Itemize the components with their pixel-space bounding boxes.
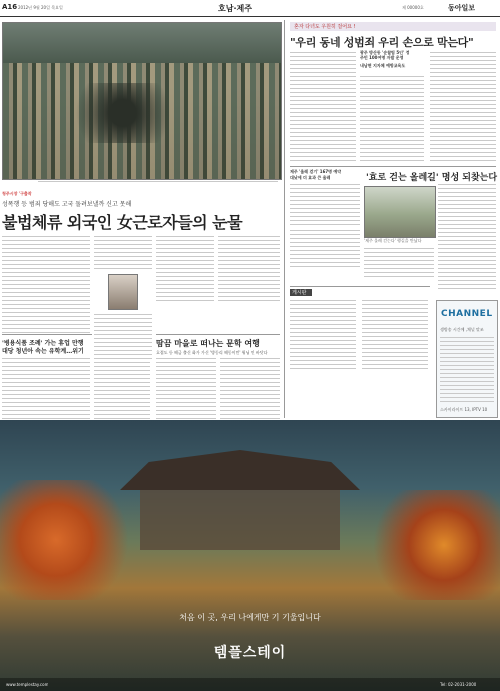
notice-board-col-1 <box>290 300 356 372</box>
channel-box <box>436 300 498 418</box>
section-tag <box>290 22 496 31</box>
mid-right-subhead: 호접도 등 해금 출신 화가 가신 '방동리 해동이민' 워닝 인 바닷다 <box>156 350 268 355</box>
jeju-col-1 <box>290 184 360 228</box>
notice-board-label <box>290 289 312 296</box>
mid-right-headline: 땀끔 마을로 떠나는 문학 여행 <box>156 339 260 348</box>
jeju-tag: 제주 '올레 걷기' 167명 예약 <box>290 169 342 174</box>
jeju-col-3 <box>438 184 496 292</box>
temple-roof <box>120 450 360 490</box>
templestay-ad <box>0 420 500 691</box>
right-subhead-1: 광주 방산동 '순찰팀 5인' 정 <box>360 50 410 55</box>
headline-small: 성폭행 등 범죄 당해도 고국 돌려보낼까 신고 못해 <box>2 201 132 208</box>
issue-number: 제 00000호 <box>402 5 424 10</box>
main-story-col-3 <box>156 236 214 304</box>
right-headline: "우리 동네 성범죄 우리 손으로 막는다" <box>290 36 474 49</box>
main-story-col-1 <box>2 236 90 336</box>
right-subhead-2: 주민 100여명 자발 운영 <box>360 55 404 60</box>
ad-tagline: 처음 이 곳, 우리 나에게만 기 기울입니다 <box>179 613 321 622</box>
right-col-3 <box>430 52 496 164</box>
photo-caption <box>2 180 280 199</box>
mid-left-headline-2: 대당 청년아 속는 유학계…위기 <box>2 348 84 355</box>
right-subhead-3: 내남면 지자체 예방교육도 <box>360 63 406 68</box>
ad-logo: 템플스테이 <box>213 645 287 661</box>
main-news-photo <box>2 22 282 180</box>
mid-left-headline-1: '병용식품 조례' 가는 휴업 만행 <box>2 340 84 347</box>
page-number: A16 <box>2 3 18 11</box>
channel-label: CHANNEL <box>441 309 493 319</box>
page-header <box>0 0 500 17</box>
jeju-headline: '효로 걷는 올레길' 명성 되찾는다 <box>366 173 498 183</box>
ad-footer-bar <box>0 678 500 691</box>
main-story-col-2 <box>94 236 152 272</box>
newspaper-name: 동아일보 <box>448 4 476 12</box>
jeju-photo-caption: '제주 올레 걷는다' 행길을 만났다 <box>364 238 422 243</box>
jeju-photo <box>364 186 436 238</box>
section-title: 호남·제주 <box>218 4 252 13</box>
ad-website[interactable]: www.templestay.com <box>6 682 49 687</box>
photo-caption-label: 청주시장 '구출작 <box>2 191 32 196</box>
section-tag-text: 혼자 다녀도 우원히 걸어요 ! <box>294 24 356 30</box>
issue-date: 2012년 9월 20일 목요일 <box>18 5 63 10</box>
notice-board-label-text: 게시판 <box>292 290 307 296</box>
reporter-photo <box>108 274 138 310</box>
channel-line-1: 생방송 시간예 ,채널 맞조 <box>440 327 484 332</box>
right-col-1 <box>290 52 356 164</box>
ad-phone: Tel: 02-2031-2000 <box>440 682 477 687</box>
main-story-col-4 <box>218 236 280 304</box>
main-headline: 불법체류 외국인 女근로자들의 눈물 <box>2 213 243 232</box>
jeju-tag-2: 대낮에 더 효과 큰 올레 <box>290 175 331 180</box>
channel-line-2: 스카이라이프 13, IPTV 10 <box>440 407 488 412</box>
notice-board-col-2 <box>362 300 428 372</box>
